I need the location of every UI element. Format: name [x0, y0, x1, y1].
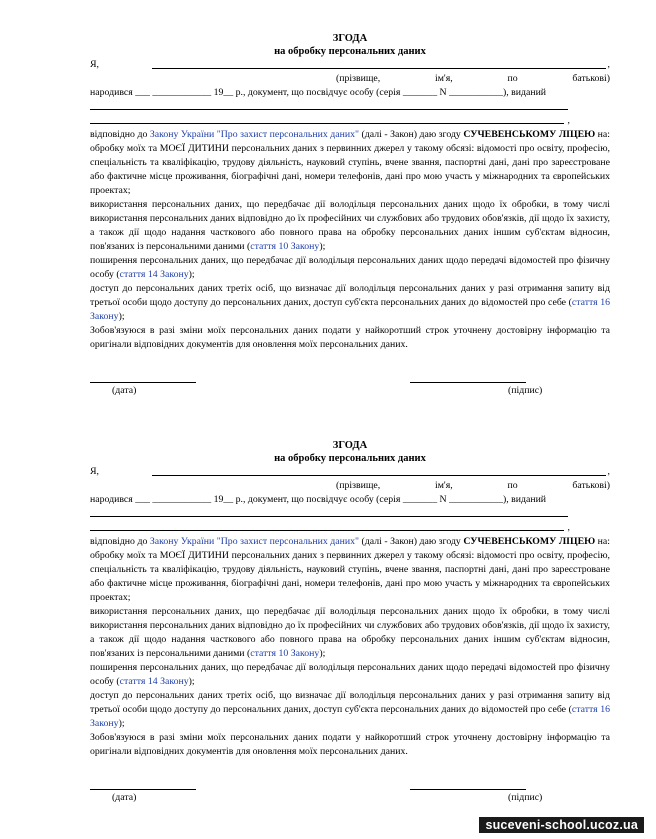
signature-blank[interactable] [410, 382, 526, 383]
form-subtitle: на обробку персональних даних [274, 46, 426, 57]
name-hint: (прізвище, ім'я, по батькові) [336, 480, 611, 491]
blank-line-2 [90, 521, 610, 535]
site-watermark: suceveni-school.ucoz.ua [479, 817, 644, 833]
signature-area [90, 777, 610, 817]
school-name: СУЧЕВЕНСЬКОМУ ЛІЦЕЮ [463, 536, 596, 547]
signature-label: (підпис) [508, 385, 543, 396]
form-subtitle: на обробку персональних даних [274, 453, 426, 464]
name-line-comma: , [607, 466, 610, 477]
name-line-prefix: Я, [90, 466, 99, 477]
signature-area [90, 370, 610, 410]
birth-document-line [90, 493, 610, 507]
obligation-paragraph: Зобов'язуюся в разі зміни моїх персональних даних подати у найкоротший строк уточнену достовірну інформацію та оригінали відповідних документів для оновлення моїх персональних даних. [90, 325, 610, 350]
form-title: ЗГОДА [332, 440, 368, 451]
issuer-blank-1[interactable] [90, 516, 568, 517]
access-paragraph: доступ до персональних даних третіх осіб, що визначає дії володільця персональних даних у разі отримання запиту від третьої особи щодо доступу до персональних даних, доступ суб'єкта персональних даних до відомостей про себе (стаття 16 Закону); [90, 690, 611, 729]
blank-line-comma: , [567, 115, 570, 126]
issuer-blank-2[interactable] [90, 530, 564, 531]
article-10-link[interactable]: стаття 10 Закону [250, 648, 320, 659]
date-label: (дата) [112, 792, 137, 803]
usage-paragraph: використання персональних даних, що передбачає дії володільця персональних даних щодо їх обробки, в тому числі використання персональних даних відповідно до їх професійних чи службових або трудових обов'язків, дії щодо їх захисту, а також дії щодо надання часткового або повного права на обробку персональних даних іншим суб'єктам відносин, пов'язаних із персональними даними (стаття 10 Закону); [90, 606, 610, 659]
signature-label: (підпис) [508, 792, 543, 803]
usage-paragraph: використання персональних даних, що передбачає дії володільця персональних даних щодо їх обробки, в тому числі використання персональних даних відповідно до їх професійних чи службових або трудових обов'язків, дії щодо їх захисту, а також дії щодо надання часткового або повного права на обробку персональних даних іншим суб'єктам відносин, пов'язаних із персональними даними (стаття 10 Закону); [90, 199, 610, 252]
name-blank[interactable] [152, 68, 606, 69]
name-blank[interactable] [152, 475, 606, 476]
school-name: СУЧЕВЕНСЬКОМУ ЛІЦЕЮ [463, 129, 596, 140]
birth-document-line [90, 86, 610, 100]
date-blank[interactable] [90, 382, 196, 383]
issuer-blank-2[interactable] [90, 123, 564, 124]
blank-line-1 [90, 100, 610, 114]
article-14-link[interactable]: стаття 14 Закону [119, 269, 189, 280]
blank-line-2 [90, 114, 610, 128]
date-blank[interactable] [90, 789, 196, 790]
birth-document-text[interactable]: народився ___ ____________ 19__ р., документ, що посвідчує особу (серія _______ N ___________), виданий [90, 87, 547, 98]
distribution-paragraph: поширення персональних даних, що передбачає дії володільця персональних даних щодо передачі відомостей про фізичну особу (стаття 14 Закону); [90, 662, 610, 687]
article-16-link[interactable]: стаття 16 Закону [90, 704, 611, 729]
birth-document-text[interactable]: народився ___ ____________ 19__ р., документ, що посвідчує особу (серія _______ N ___________), виданий [90, 494, 547, 505]
consent-form-2 [90, 439, 610, 817]
name-hint: (прізвище, ім'я, по батькові) [336, 73, 611, 84]
consent-paragraph: відповідно до Закону України "Про захист персональних даних" (далі - Закон) даю згоду СУЧЕВЕНСЬКОМУ ЛІЦЕЮ на: обробку моїх та МОЄЇ ДИТИНИ персональних даних з первинних джерел у такому обсязі: відомості про освіту, професію, спеціальність та кваліфікацію, трудову діяльність, науковий ступінь, вчене звання, паспортні дані, дані про зареєстроване або фактичне місце проживання, біографічні дані, номери телефонів, дані про мою участь у міжнародних та європейських проектах; [90, 536, 610, 603]
distribution-paragraph: поширення персональних даних, що передбачає дії володільця персональних даних щодо передачі відомостей про фізичну особу (стаття 14 Закону); [90, 255, 610, 280]
issuer-blank-1[interactable] [90, 109, 568, 110]
blank-line-comma: , [567, 522, 570, 533]
article-14-link[interactable]: стаття 14 Закону [119, 676, 189, 687]
consent-paragraph: відповідно до Закону України "Про захист персональних даних" (далі - Закон) даю згоду СУЧЕВЕНСЬКОМУ ЛІЦЕЮ на: обробку моїх та МОЄЇ ДИТИНИ персональних даних з первинних джерел у такому обсязі: відомості про освіту, професію, спеціальність та кваліфікацію, трудову діяльність, науковий ступінь, вчене звання, паспортні дані, дані про зареєстроване або фактичне місце проживання, біографічні дані, номери телефонів, дані про мою участь у міжнародних та європейських проектах; [90, 129, 610, 196]
law-link[interactable]: Закону України "Про захист персональних даних" [149, 536, 359, 547]
article-10-link[interactable]: стаття 10 Закону [250, 241, 320, 252]
name-hint-line [90, 72, 610, 86]
name-line-comma: , [607, 59, 610, 70]
form-title: ЗГОДА [332, 33, 368, 44]
obligation-paragraph: Зобов'язуюся в разі зміни моїх персональних даних подати у найкоротший строк уточнену достовірну інформацію та оригінали відповідних документів для оновлення моїх персональних даних. [90, 732, 610, 757]
name-line-prefix: Я, [90, 59, 99, 70]
name-line [90, 465, 610, 479]
consent-form-1 [90, 32, 610, 410]
signature-blank[interactable] [410, 789, 526, 790]
blank-line-1 [90, 507, 610, 521]
law-link[interactable]: Закону України "Про захист персональних даних" [149, 129, 359, 140]
name-hint-line [90, 479, 610, 493]
date-label: (дата) [112, 385, 137, 396]
name-line [90, 58, 610, 72]
access-paragraph: доступ до персональних даних третіх осіб, що визначає дії володільця персональних даних у разі отримання запиту від третьої особи щодо доступу до персональних даних, доступ суб'єкта персональних даних до відомостей про себе (стаття 16 Закону); [90, 283, 611, 322]
article-16-link[interactable]: стаття 16 Закону [90, 297, 611, 322]
